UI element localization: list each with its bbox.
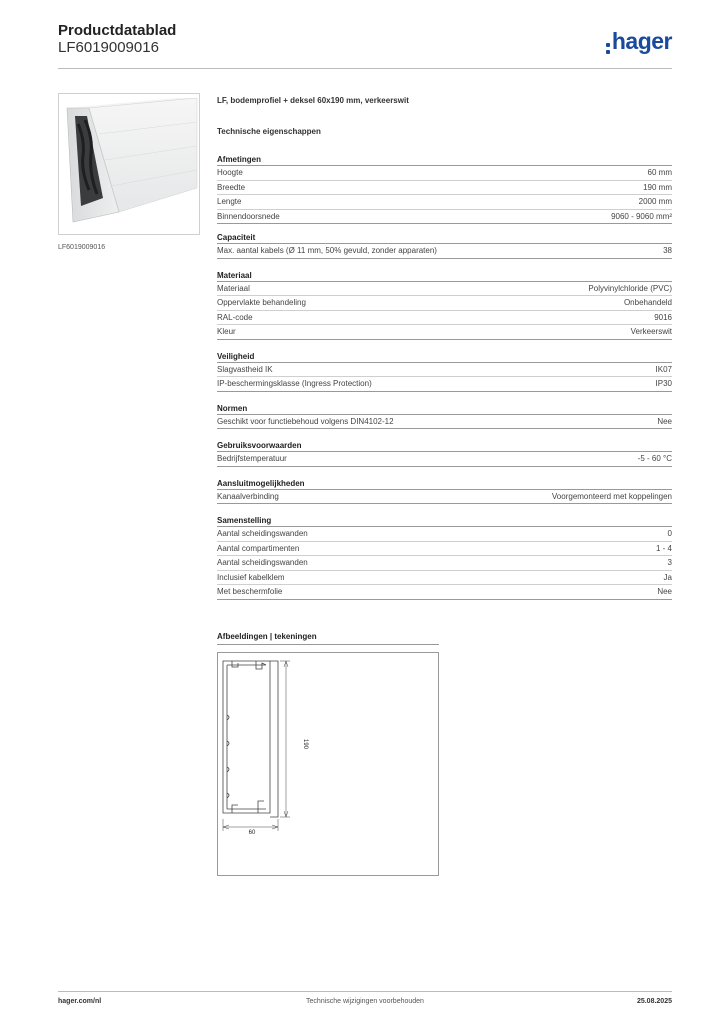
spec-label: IP-beschermingsklasse (Ingress Protection) [217,379,372,388]
spec-row [217,556,672,571]
image-caption: LF6019009016 [58,244,106,251]
spec-label: Bedrijfstemperatuur [217,454,287,463]
spec-value: 9016 [654,312,672,322]
spec-value: 60 mm [647,168,672,177]
drawings-heading: Afbeeldingen | tekeningen [217,632,439,645]
spec-label: Oppervlakte behandeling [217,298,306,307]
spec-row [217,527,672,542]
spec-label: Aantal compartimenten [217,543,300,553]
spec-row [217,244,672,259]
hager-logo [606,28,672,55]
footer-date: 25.08.2025 [636,998,672,1005]
footer-disclaimer: Technische wijzigingen voorbehouden [306,998,424,1005]
spec-row [217,181,672,196]
spec-row [217,296,672,311]
spec-value: IP30 [655,379,672,388]
spec-label: Breedte [217,182,246,192]
spec-row [217,282,672,297]
dimension-width-label: 60 [248,830,256,836]
section-normen [217,402,672,430]
section-samenstelling [217,514,672,600]
section-veiligheid [217,350,672,392]
spec-label: Aantal scheidingswanden [217,529,308,538]
spec-value: 190 mm [643,182,672,192]
spec-value: Onbehandeld [623,298,672,307]
spec-value: Ja [663,572,672,582]
tech-properties-heading: Technische eigenschappen [217,127,321,136]
header-divider [58,68,672,69]
spec-row [217,542,672,557]
spec-value: 38 [663,246,672,255]
spec-label: Materiaal [217,283,250,293]
spec-label: Binnendoorsnede [217,211,280,221]
spec-value: IK07 [655,364,672,374]
logo-dots-icon [606,43,610,54]
product-specs [217,96,672,600]
section-title: Normen [217,402,672,415]
spec-value: Polyvinylchloride (PVC) [588,283,672,293]
spec-label: Geschikt voor functiebehoud volgens DIN4102-12 [217,416,394,426]
product-description: LF, bodemprofiel + deksel 60x190 mm, verkeerswit [217,96,409,105]
section-title: Capaciteit [217,231,672,244]
document-footer [58,998,672,1010]
spec-value: 1 - 4 [655,543,672,553]
spec-row [217,415,672,430]
document-header [58,22,672,70]
footer-website-link[interactable]: hager.com/nl [58,998,102,1005]
document-title: Productdatablad [58,22,177,39]
spec-row [217,325,672,340]
technical-drawing [217,652,439,876]
dimension-height-label: 190 [302,739,308,750]
spec-row [217,585,672,600]
section-title: Materiaal [217,269,672,282]
section-afmetingen [217,153,672,224]
spec-value: Nee [657,416,672,426]
spec-value: Nee [657,587,672,596]
logo-text: hager [611,28,672,54]
spec-label: Kanaalverbinding [217,491,279,501]
spec-label: Hoogte [217,168,243,177]
spec-row [217,210,672,225]
spec-value: 2000 mm [638,197,672,206]
spec-value: Voorgemonteerd met koppelingen [551,491,672,501]
section-title: Gebruiksvoorwaarden [217,439,672,452]
spec-value: 3 [667,558,672,567]
spec-label: Met beschermfolie [217,587,283,596]
section-title: Veiligheid [217,350,672,363]
spec-row [217,571,672,586]
spec-label: Lengte [217,197,242,206]
section-aansluitmogelijkheden [217,477,672,505]
spec-label: Inclusief kabelklem [217,572,285,582]
spec-row [217,452,672,467]
product-image [58,93,200,235]
footer-divider [58,991,672,992]
spec-label: Aantal scheidingswanden [217,558,308,567]
section-title: Afmetingen [217,153,672,166]
spec-row [217,363,672,378]
spec-row [217,311,672,326]
spec-row [217,490,672,505]
spec-row [217,166,672,181]
spec-value: 9060 - 9060 mm² [611,211,672,221]
section-title: Aansluitmogelijkheden [217,477,672,490]
spec-row [217,195,672,210]
spec-label: Kleur [217,327,236,336]
spec-value: Verkeerswit [630,327,672,336]
spec-label: RAL-code [217,312,253,322]
spec-label: Slagvastheid IK [217,364,273,374]
section-capaciteit [217,231,672,259]
spec-value: 0 [667,529,672,538]
section-title: Samenstelling [217,514,672,527]
spec-row [217,377,672,392]
section-materiaal [217,269,672,340]
spec-label: Max. aantal kabels (Ø 11 mm, 50% gevuld, zonder apparaten) [217,246,437,255]
section-gebruiksvoorwaarden [217,439,672,467]
spec-value: -5 - 60 °C [637,454,672,463]
product-code: LF6019009016 [58,39,159,56]
